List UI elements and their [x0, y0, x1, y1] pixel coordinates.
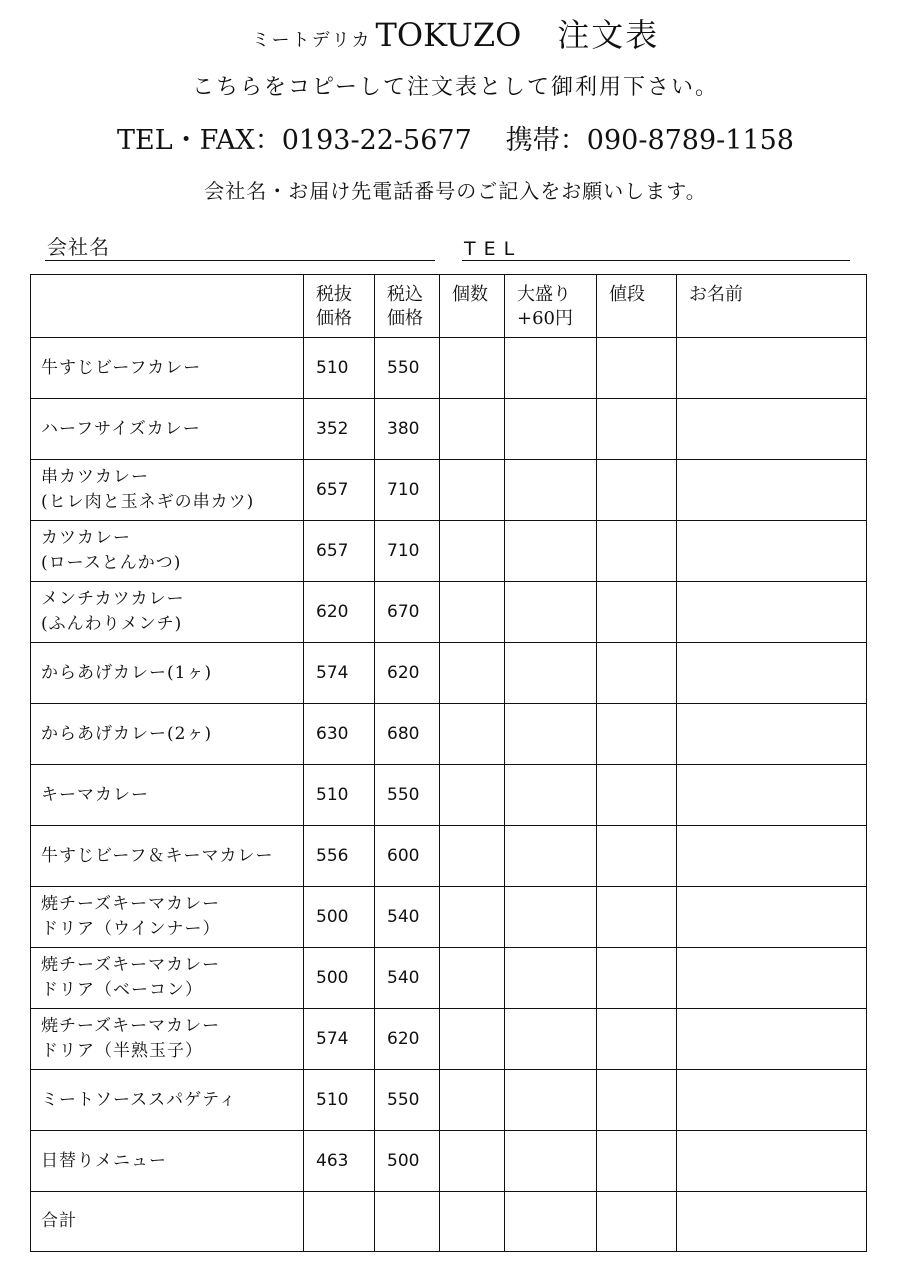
menu-item-name	[31, 826, 304, 887]
amount-cell[interactable]	[597, 338, 677, 399]
price-ex-tax: 463	[304, 1131, 375, 1192]
price-ex-tax: 500	[304, 887, 375, 948]
large-size-cell[interactable]	[505, 582, 597, 643]
amount-cell[interactable]	[597, 399, 677, 460]
total-row	[31, 1192, 867, 1252]
price-ex-tax: 620	[304, 582, 375, 643]
menu-item-name-line: 焼チーズキーマカレー	[41, 1016, 221, 1036]
menu-item-name-line: メンチカツカレー	[41, 589, 185, 609]
customer-name-cell[interactable]	[677, 399, 867, 460]
amount-cell[interactable]	[597, 826, 677, 887]
table-row	[31, 643, 867, 704]
price-in-tax: 620	[375, 1009, 440, 1070]
qty-cell[interactable]	[440, 582, 505, 643]
table-row	[31, 460, 867, 521]
customer-name-cell[interactable]	[677, 1131, 867, 1192]
menu-item-name-line: キーマカレー	[41, 784, 149, 805]
menu-item-name-line: (ロースとんかつ)	[41, 553, 182, 573]
tel-field[interactable]	[462, 232, 850, 261]
table-header-row	[31, 275, 867, 338]
qty-cell[interactable]	[440, 1009, 505, 1070]
total-large-cell[interactable]	[505, 1192, 597, 1252]
price-in-tax: 680	[375, 704, 440, 765]
customer-name-cell[interactable]	[677, 704, 867, 765]
large-size-cell[interactable]	[505, 704, 597, 765]
tel-fax: TEL・FAX：0193-22-5677	[116, 125, 472, 156]
menu-item-name-line: ドリア（ウインナー）	[41, 919, 221, 939]
table-row	[31, 887, 867, 948]
customer-name-cell[interactable]	[677, 765, 867, 826]
large-size-cell[interactable]	[505, 948, 597, 1009]
customer-name-cell[interactable]	[677, 521, 867, 582]
amount-cell[interactable]	[597, 582, 677, 643]
header-price-in: 税込 価格	[375, 275, 440, 338]
menu-item-name-line: からあげカレー(1ヶ)	[41, 662, 213, 683]
price-ex-tax: 657	[304, 521, 375, 582]
amount-cell[interactable]	[597, 765, 677, 826]
table-row	[31, 521, 867, 582]
large-size-cell[interactable]	[505, 765, 597, 826]
amount-cell[interactable]	[597, 1131, 677, 1192]
total-price-ex	[304, 1192, 375, 1252]
menu-item-name	[31, 948, 304, 1009]
price-in-tax: 540	[375, 948, 440, 1009]
qty-cell[interactable]	[440, 460, 505, 521]
price-in-tax: 710	[375, 521, 440, 582]
qty-cell[interactable]	[440, 948, 505, 1009]
order-table	[30, 274, 867, 1252]
price-ex-tax: 630	[304, 704, 375, 765]
customer-name-cell[interactable]	[677, 826, 867, 887]
table-row	[31, 765, 867, 826]
price-in-tax: 620	[375, 643, 440, 704]
header-customer-name: お名前	[677, 275, 867, 338]
menu-item-name-line: ドリア（ベーコン）	[41, 980, 203, 1000]
price-ex-tax: 510	[304, 1070, 375, 1131]
menu-item-name	[31, 887, 304, 948]
table-row	[31, 338, 867, 399]
header-qty: 個数	[440, 275, 505, 338]
table-row	[31, 399, 867, 460]
amount-cell[interactable]	[597, 460, 677, 521]
qty-cell[interactable]	[440, 521, 505, 582]
menu-item-name	[31, 582, 304, 643]
qty-cell[interactable]	[440, 765, 505, 826]
menu-item-name	[31, 704, 304, 765]
large-size-cell[interactable]	[505, 1009, 597, 1070]
table-row	[31, 582, 867, 643]
price-in-tax: 550	[375, 338, 440, 399]
menu-item-name-line: ミートソーススパゲティ	[41, 1089, 237, 1110]
large-size-cell[interactable]	[505, 521, 597, 582]
price-in-tax: 550	[375, 1070, 440, 1131]
tel-label: TEL	[464, 238, 523, 260]
menu-item-name-line: 日替りメニュー	[41, 1150, 167, 1171]
price-ex-tax: 500	[304, 948, 375, 1009]
qty-cell[interactable]	[440, 826, 505, 887]
customer-name-cell[interactable]	[677, 948, 867, 1009]
large-size-cell[interactable]	[505, 1131, 597, 1192]
table-row	[31, 1009, 867, 1070]
menu-item-name-line: 焼チーズキーマカレー	[41, 955, 221, 975]
qty-cell[interactable]	[440, 338, 505, 399]
qty-cell[interactable]	[440, 1070, 505, 1131]
large-size-cell[interactable]	[505, 887, 597, 948]
large-size-cell[interactable]	[505, 460, 597, 521]
price-in-tax: 710	[375, 460, 440, 521]
large-size-cell[interactable]	[505, 643, 597, 704]
menu-item-name	[31, 643, 304, 704]
customer-name-cell[interactable]	[677, 338, 867, 399]
menu-item-name	[31, 521, 304, 582]
menu-item-name-line: ドリア（半熟玉子）	[41, 1041, 203, 1061]
table-row	[31, 1070, 867, 1131]
menu-item-name	[31, 1070, 304, 1131]
mobile-number: 携帯：090-8789-1158	[505, 125, 794, 156]
contact-line	[0, 118, 911, 157]
company-name-label: 会社名	[47, 235, 110, 259]
price-in-tax: 540	[375, 887, 440, 948]
total-label: 合計	[31, 1192, 304, 1252]
menu-item-name-line: からあげカレー(2ヶ)	[41, 723, 213, 744]
menu-item-name-line: ハーフサイズカレー	[41, 418, 201, 439]
menu-item-name	[31, 399, 304, 460]
qty-cell[interactable]	[440, 399, 505, 460]
header-large: 大盛り +60円	[505, 275, 597, 338]
price-in-tax: 500	[375, 1131, 440, 1192]
large-size-cell[interactable]	[505, 399, 597, 460]
qty-cell[interactable]	[440, 1131, 505, 1192]
customer-name-cell[interactable]	[677, 1070, 867, 1131]
price-in-tax: 600	[375, 826, 440, 887]
amount-cell[interactable]	[597, 887, 677, 948]
price-ex-tax: 510	[304, 765, 375, 826]
price-ex-tax: 574	[304, 643, 375, 704]
large-size-cell[interactable]	[505, 338, 597, 399]
amount-cell[interactable]	[597, 704, 677, 765]
menu-item-name-line: (ヒレ肉と玉ネギの串カツ)	[41, 492, 255, 512]
menu-item-name-line: カツカレー	[41, 528, 131, 548]
menu-item-name-line: 牛すじビーフカレー	[41, 357, 202, 378]
amount-cell[interactable]	[597, 1070, 677, 1131]
amount-cell[interactable]	[597, 521, 677, 582]
large-size-cell[interactable]	[505, 1070, 597, 1131]
price-in-tax: 550	[375, 765, 440, 826]
menu-item-name-line: (ふんわりメンチ)	[41, 614, 183, 634]
table-row	[31, 948, 867, 1009]
price-in-tax: 380	[375, 399, 440, 460]
table-row	[31, 1131, 867, 1192]
menu-item-name-line: 牛すじビーフ＆キーマカレー	[41, 845, 274, 866]
menu-item-name-line: 焼チーズキーマカレー	[41, 894, 221, 914]
customer-name-cell[interactable]	[677, 582, 867, 643]
header-amount: 値段	[597, 275, 677, 338]
price-ex-tax: 510	[304, 338, 375, 399]
customer-name-cell[interactable]	[677, 460, 867, 521]
large-size-cell[interactable]	[505, 826, 597, 887]
form-title	[0, 10, 911, 56]
subtitle: こちらをコピーして注文表として御利用下さい。	[191, 75, 720, 100]
customer-name-cell[interactable]	[677, 643, 867, 704]
header-item	[31, 275, 304, 338]
amount-cell[interactable]	[597, 643, 677, 704]
request-note: 会社名・お届け先電話番号のご記入をお願いします。	[204, 179, 707, 203]
price-ex-tax: 657	[304, 460, 375, 521]
qty-cell[interactable]	[440, 887, 505, 948]
menu-item-name	[31, 1009, 304, 1070]
customer-name-cell[interactable]	[677, 887, 867, 948]
menu-item-name	[31, 460, 304, 521]
company-name-field[interactable]	[45, 232, 435, 261]
form-name: 注文表	[557, 16, 660, 54]
total-name-cell[interactable]	[677, 1192, 867, 1252]
shop-name: TOKUZO	[375, 16, 522, 54]
table-row	[31, 826, 867, 887]
amount-cell[interactable]	[597, 1009, 677, 1070]
price-in-tax: 670	[375, 582, 440, 643]
price-ex-tax: 556	[304, 826, 375, 887]
table-row	[31, 704, 867, 765]
menu-item-name	[31, 338, 304, 399]
total-amount-cell[interactable]	[597, 1192, 677, 1252]
total-price-in	[375, 1192, 440, 1252]
menu-item-name	[31, 765, 304, 826]
qty-cell[interactable]	[440, 704, 505, 765]
shop-type: ミートデリカ	[251, 30, 372, 51]
amount-cell[interactable]	[597, 948, 677, 1009]
total-qty-cell[interactable]	[440, 1192, 505, 1252]
price-ex-tax: 574	[304, 1009, 375, 1070]
menu-item-name	[31, 1131, 304, 1192]
customer-name-cell[interactable]	[677, 1009, 867, 1070]
menu-item-name-line: 串カツカレー	[41, 467, 149, 487]
price-ex-tax: 352	[304, 399, 375, 460]
header-price-ex: 税抜 価格	[304, 275, 375, 338]
qty-cell[interactable]	[440, 643, 505, 704]
